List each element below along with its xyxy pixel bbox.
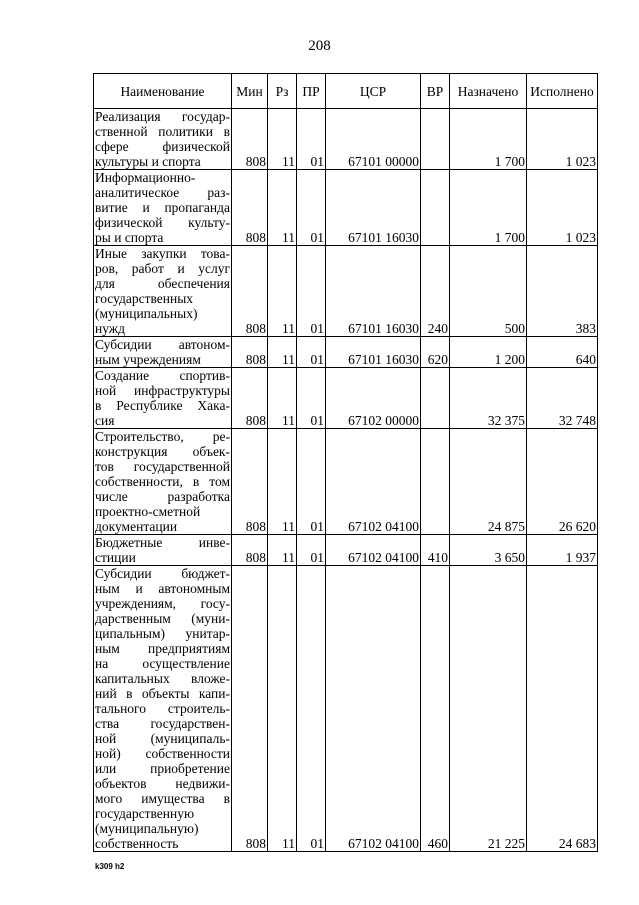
row-name-line: тов государственной <box>95 459 230 474</box>
cell-rz: 11 <box>268 566 297 852</box>
cell-csr: 67102 04100 <box>326 535 421 566</box>
row-name-line: Иные закупки това- <box>95 246 230 261</box>
cell-ispolneno: 383 <box>527 246 598 337</box>
cell-naznacheno: 3 650 <box>450 535 527 566</box>
cell-vr: 620 <box>421 337 450 368</box>
row-name-line: Информационно- <box>95 170 196 185</box>
cell-naznacheno: 1 200 <box>450 337 527 368</box>
row-name-line: ры и спорта <box>95 230 164 245</box>
row-name-line: стиции <box>95 550 136 565</box>
row-name-line: числе разработка <box>95 489 230 504</box>
table-row <box>94 109 598 170</box>
cell-naznacheno: 1 700 <box>450 170 527 246</box>
row-name-line: тального строитель- <box>95 701 230 716</box>
cell-rz: 11 <box>268 429 297 535</box>
cell-naznacheno: 1 700 <box>450 109 527 170</box>
row-name-line: для обеспечения <box>95 276 230 291</box>
row-name-line: ственной политики в <box>95 124 230 139</box>
cell-min: 808 <box>232 246 268 337</box>
budget-table <box>93 73 598 852</box>
row-name-line: учреждениям, госу- <box>95 596 230 611</box>
cell-naznacheno: 24 875 <box>450 429 527 535</box>
cell-ispolneno: 1 937 <box>527 535 598 566</box>
cell-rz: 11 <box>268 246 297 337</box>
row-name-line: Создание спортив- <box>95 368 230 383</box>
row-name-line: ным и автономным <box>95 581 230 596</box>
row-name-line: капитальных вложе- <box>95 671 230 686</box>
row-name-line: сфере физической <box>95 139 230 154</box>
cell-rz: 11 <box>268 337 297 368</box>
cell-rz: 11 <box>268 170 297 246</box>
cell-ispolneno: 1 023 <box>527 170 598 246</box>
row-name-line: Субсидии автоном- <box>95 337 230 352</box>
row-name-line: или приобретение <box>95 761 230 776</box>
cell-min: 808 <box>232 535 268 566</box>
row-name-line: государственных <box>95 291 194 306</box>
row-name <box>94 535 232 566</box>
cell-csr: 67102 04100 <box>326 566 421 852</box>
table-row <box>94 429 598 535</box>
cell-min: 808 <box>232 170 268 246</box>
row-name-line: физической культу- <box>95 215 230 230</box>
row-name-line: в Республике Хака- <box>95 398 230 413</box>
cell-vr <box>421 429 450 535</box>
row-name-line: ний в объекты капи- <box>95 686 230 701</box>
row-name <box>94 246 232 337</box>
row-name-line: проектно-сметной <box>95 504 201 519</box>
header-pr: ПР <box>297 74 326 109</box>
cell-vr: 240 <box>421 246 450 337</box>
cell-ispolneno: 26 620 <box>527 429 598 535</box>
row-name-line: документации <box>95 519 178 534</box>
row-name-line: витие и пропаганда <box>95 200 230 215</box>
cell-rz: 11 <box>268 109 297 170</box>
row-name-line: сия <box>95 413 115 428</box>
row-name-line: (муниципальную) <box>95 821 199 836</box>
table-row <box>94 246 598 337</box>
cell-pr: 01 <box>297 535 326 566</box>
cell-naznacheno: 21 225 <box>450 566 527 852</box>
cell-csr: 67101 16030 <box>326 170 421 246</box>
row-name-line: культуры и спорта <box>95 154 201 169</box>
cell-pr: 01 <box>297 566 326 852</box>
cell-pr: 01 <box>297 337 326 368</box>
row-name-line: ципальным) унитар- <box>95 626 230 641</box>
header-rz: Рз <box>268 74 297 109</box>
row-name-line: Бюджетные инве- <box>95 535 230 550</box>
cell-csr: 67101 00000 <box>326 109 421 170</box>
row-name-line: ной (муниципаль- <box>95 731 230 746</box>
row-name-line: объектов недвижи- <box>95 776 230 791</box>
cell-naznacheno: 500 <box>450 246 527 337</box>
table-row <box>94 566 598 852</box>
cell-pr: 01 <box>297 170 326 246</box>
row-name-line: ной инфраструктуры <box>95 383 230 398</box>
cell-min: 808 <box>232 566 268 852</box>
cell-csr: 67102 00000 <box>326 368 421 429</box>
cell-min: 808 <box>232 368 268 429</box>
header-name: Наименование <box>94 74 232 109</box>
header-vr: ВР <box>421 74 450 109</box>
cell-vr: 410 <box>421 535 450 566</box>
row-name <box>94 429 232 535</box>
table-row <box>94 337 598 368</box>
cell-csr: 67102 04100 <box>326 429 421 535</box>
footer-code: k309 h2 <box>95 862 125 871</box>
row-name-line: аналитическое раз- <box>95 185 230 200</box>
row-name-line: ров, работ и услуг <box>95 261 230 276</box>
cell-ispolneno: 32 748 <box>527 368 598 429</box>
row-name-line: дарственным (муни- <box>95 611 230 626</box>
row-name-line: нужд <box>95 321 125 336</box>
table-row <box>94 368 598 429</box>
cell-pr: 01 <box>297 429 326 535</box>
cell-rz: 11 <box>268 535 297 566</box>
row-name-line: (муниципальных) <box>95 306 198 321</box>
row-name-line: Реализация государ- <box>95 109 230 124</box>
cell-min: 808 <box>232 109 268 170</box>
cell-vr <box>421 368 450 429</box>
row-name-line: конструкция объек- <box>95 444 230 459</box>
row-name-line: ства государствен- <box>95 716 230 731</box>
row-name-line: ным учреждениям <box>95 352 201 367</box>
cell-ispolneno: 1 023 <box>527 109 598 170</box>
row-name-line: собственности, в том <box>95 474 230 489</box>
cell-pr: 01 <box>297 246 326 337</box>
row-name-line: ной) собственности <box>95 746 230 761</box>
table-header-row <box>94 74 598 109</box>
row-name-line: Строительство, ре- <box>95 429 230 444</box>
cell-ispolneno: 24 683 <box>527 566 598 852</box>
cell-vr <box>421 109 450 170</box>
row-name-line: Субсидии бюджет- <box>95 566 230 581</box>
cell-naznacheno: 32 375 <box>450 368 527 429</box>
cell-csr: 67101 16030 <box>326 246 421 337</box>
row-name-line: ным предприятиям <box>95 641 230 656</box>
header-naznacheno: Назначено <box>450 74 527 109</box>
cell-min: 808 <box>232 337 268 368</box>
row-name-line: на осуществление <box>95 656 230 671</box>
cell-csr: 67101 16030 <box>326 337 421 368</box>
cell-ispolneno: 640 <box>527 337 598 368</box>
page-number: 208 <box>308 38 331 54</box>
cell-rz: 11 <box>268 368 297 429</box>
row-name-line: государственную <box>95 806 195 821</box>
row-name <box>94 170 232 246</box>
table-row <box>94 535 598 566</box>
header-min: Мин <box>232 74 268 109</box>
cell-min: 808 <box>232 429 268 535</box>
cell-pr: 01 <box>297 109 326 170</box>
cell-pr: 01 <box>297 368 326 429</box>
table-body <box>94 109 598 852</box>
header-csr: ЦСР <box>326 74 421 109</box>
row-name-line: мого имущества в <box>95 791 230 806</box>
cell-vr: 460 <box>421 566 450 852</box>
row-name <box>94 337 232 368</box>
table-row <box>94 170 598 246</box>
row-name <box>94 109 232 170</box>
header-ispolneno: Исполнено <box>527 74 598 109</box>
row-name-line: собственность <box>95 836 179 851</box>
cell-vr <box>421 170 450 246</box>
row-name <box>94 368 232 429</box>
row-name <box>94 566 232 852</box>
